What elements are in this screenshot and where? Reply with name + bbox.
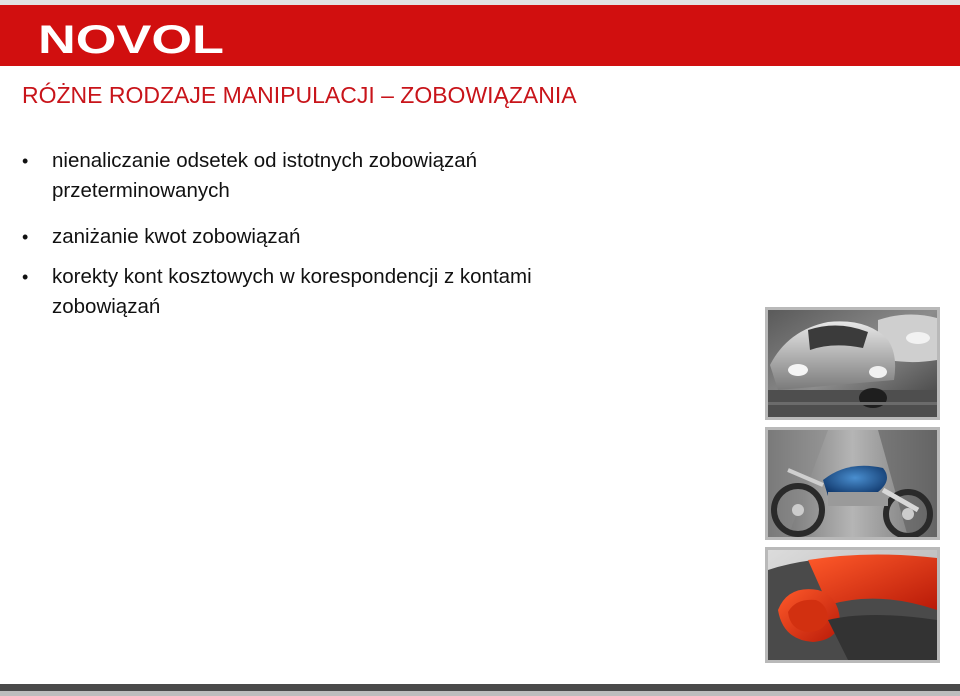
slide-title: RÓŻNE RODZAJE MANIPULACJI – ZOBOWIĄZANIA: [22, 82, 577, 108]
bullet-item: [22, 222, 662, 252]
header-bar: [0, 5, 960, 66]
bullet-marker: •: [22, 151, 29, 171]
motorcycle-photo: [765, 427, 940, 540]
bullet-text: zaniżanie kwot zobowiązań: [52, 225, 301, 248]
bullet-text: nienaliczanie odsetek od istotnych zobowiązań: [52, 149, 478, 172]
bullet-text: korekty kont kosztowych w korespondencji z kontami: [52, 265, 532, 288]
bullet-marker: •: [22, 267, 29, 287]
bullet-list: [22, 146, 662, 338]
bullet-item: [22, 262, 662, 322]
cars-photo: [765, 307, 940, 420]
bullet-marker: •: [22, 227, 29, 247]
footer-bar-light: [0, 691, 960, 696]
svg-text:NOVOL: NOVOL: [38, 18, 224, 61]
car-mirror-photo: [765, 547, 940, 663]
bullet-text-continued: zobowiązań: [52, 295, 161, 318]
bullet-item: [22, 146, 662, 206]
bullet-text-continued: przeterminowanych: [52, 179, 230, 202]
novol-logo: [38, 13, 228, 61]
footer-bar-dark: [0, 684, 960, 691]
